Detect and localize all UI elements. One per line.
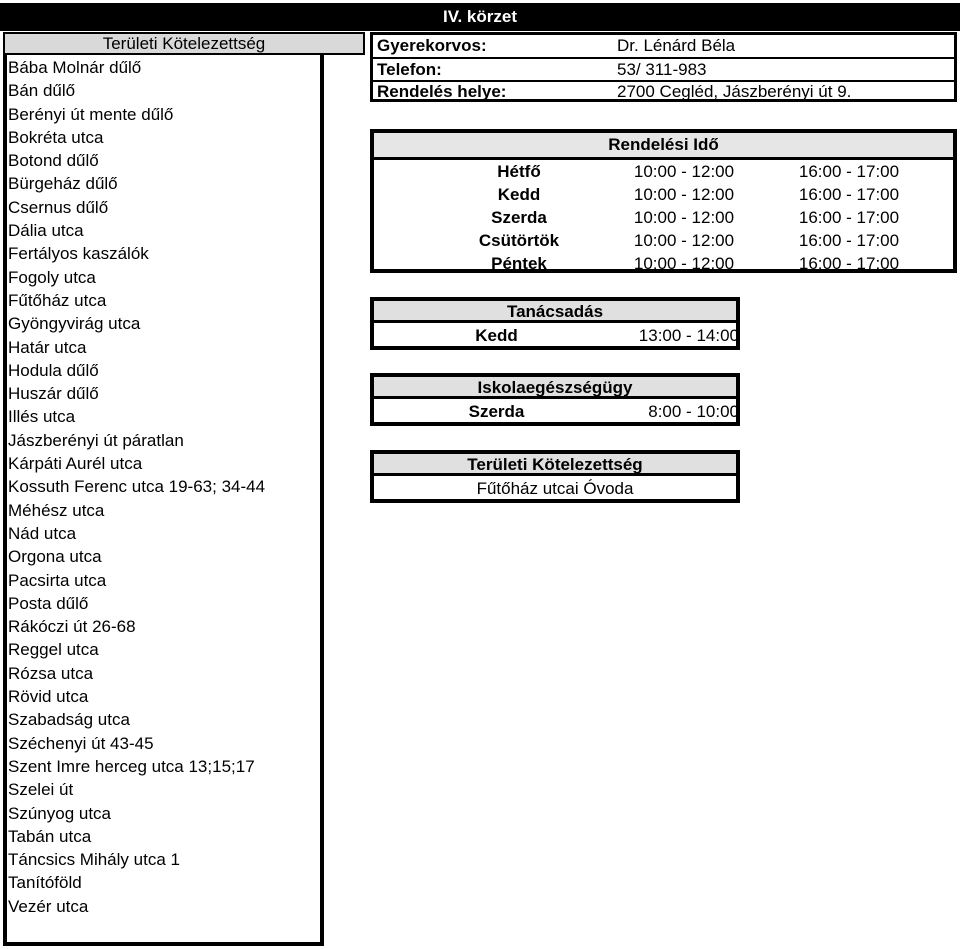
street-item: Hodula dűlő (8, 360, 99, 380)
street-item: Posta dűlő (8, 593, 89, 613)
school-health-day: Szerda (468, 402, 525, 421)
doctor-info-box (370, 32, 957, 102)
street-item: Reggel utca (8, 640, 99, 660)
schedule-afternoon: 16:00 - 17:00 (798, 254, 900, 273)
place-label: Rendelés helye: (377, 82, 507, 101)
schedule-afternoon: 16:00 - 17:00 (798, 231, 900, 250)
street-item: Fertályos kaszálók (8, 244, 149, 264)
consultation-row (374, 325, 739, 347)
schedule-morning: 10:00 - 12:00 (633, 185, 735, 204)
street-item: Bürgeház dűlő (8, 174, 118, 194)
street-item: Tanítóföld (8, 873, 82, 893)
street-item: Fűtőház utca (8, 290, 107, 310)
street-list-header: Területi Kötelezettség (3, 32, 365, 55)
place-value: 2700 Cegléd, Jászberényi út 9. (617, 82, 852, 101)
street-item: Méhész utca (8, 500, 105, 520)
street-item: Szelei út (8, 780, 74, 800)
street-item: Gyöngyvirág utca (8, 314, 141, 334)
street-item: Huszár dűlő (8, 384, 99, 404)
phone-label: Telefon: (377, 60, 442, 79)
schedule-row (374, 229, 953, 252)
street-item: Rövid utca (8, 687, 89, 707)
street-item: Csernus dűlő (8, 197, 109, 217)
street-item: Széchenyi út 43-45 (8, 733, 154, 753)
consultation-time: 13:00 - 14:00 (638, 326, 739, 345)
street-item: Illés utca (8, 407, 76, 427)
street-item: Szabadság utca (8, 710, 130, 730)
street-item: Szent Imre herceg utca 13;15;17 (8, 756, 255, 776)
street-item: Bába Molnár dűlő (8, 58, 142, 77)
doctor-value: Dr. Lénárd Béla (617, 36, 736, 55)
schedule-header: Rendelési Idő (374, 133, 953, 160)
doctor-label: Gyerekorvos: (377, 36, 487, 55)
schedule-day: Péntek (491, 254, 547, 273)
phone-value: 53/ 311-983 (617, 60, 707, 79)
street-list (7, 56, 319, 918)
consultation-box (370, 297, 740, 350)
schedule-morning: 10:00 - 12:00 (633, 254, 735, 273)
territory-header: Területi Kötelezettség (374, 454, 736, 476)
school-health-row (374, 401, 739, 423)
school-health-time: 8:00 - 10:00 (648, 402, 739, 421)
schedule-morning: 10:00 - 12:00 (633, 208, 735, 227)
street-item: Orgona utca (8, 547, 102, 567)
street-item: Berényi út mente dűlő (8, 104, 174, 124)
schedule-day: Kedd (497, 185, 541, 204)
street-item: Pacsirta utca (8, 570, 107, 590)
schedule-box (370, 129, 957, 273)
street-item: Nád utca (8, 523, 77, 543)
street-item: Rózsa utca (8, 663, 94, 683)
phone-row (373, 59, 954, 81)
street-item: Jászberényi út páratlan (8, 430, 184, 450)
territory-value: Fűtőház utcai Óvoda (476, 479, 634, 498)
consultation-header: Tanácsadás (374, 301, 736, 323)
street-item: Határ utca (8, 337, 87, 357)
street-item: Dália utca (8, 221, 84, 241)
consultation-day: Kedd (475, 326, 518, 345)
street-item: Vezér utca (8, 896, 89, 916)
schedule-afternoon: 16:00 - 17:00 (798, 185, 900, 204)
street-item: Bán dűlő (8, 81, 76, 101)
schedule-row (374, 183, 953, 206)
street-item: Kárpáti Aurél utca (8, 454, 143, 474)
street-item: Botond dűlő (8, 151, 99, 171)
street-item: Bokréta utca (8, 127, 104, 147)
street-item: Fogoly utca (8, 267, 96, 287)
street-item: Rákóczi út 26-68 (8, 617, 136, 637)
street-item: Kossuth Ferenc utca 19-63; 34-44 (8, 477, 266, 497)
street-item: Tabán utca (8, 826, 92, 846)
street-item: Táncsics Mihály utca 1 (8, 850, 180, 870)
school-health-header: Iskolaegészségügy (374, 377, 736, 399)
schedule-day: Hétfő (497, 162, 541, 181)
page-title: IV. körzet (442, 7, 518, 26)
schedule-day: Szerda (491, 208, 547, 227)
school-health-box (370, 373, 740, 426)
schedule-row (374, 252, 953, 275)
schedule-afternoon: 16:00 - 17:00 (798, 162, 900, 181)
territory-box (370, 450, 740, 503)
schedule-morning: 10:00 - 12:00 (633, 162, 735, 181)
schedule-day: Csütörtök (478, 231, 560, 250)
schedule-row (374, 160, 953, 183)
schedule-row (374, 206, 953, 229)
place-row (373, 81, 954, 103)
doctor-row (373, 35, 954, 57)
schedule-morning: 10:00 - 12:00 (633, 231, 735, 250)
street-item: Szúnyog utca (8, 803, 112, 823)
schedule-afternoon: 16:00 - 17:00 (798, 208, 900, 227)
